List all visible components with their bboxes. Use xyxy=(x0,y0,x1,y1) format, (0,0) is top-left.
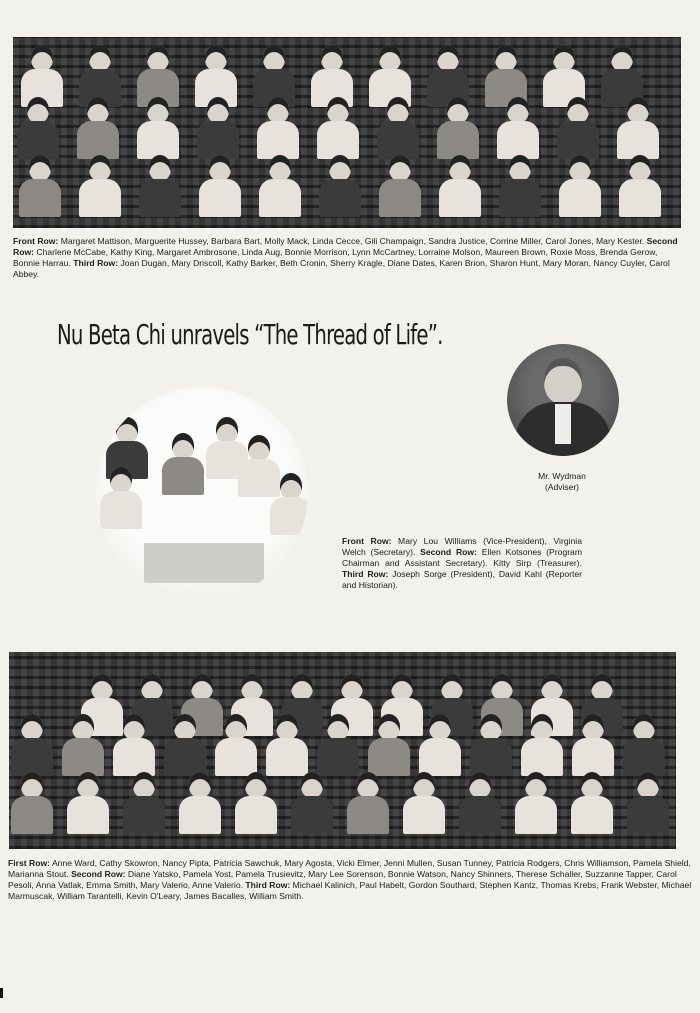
group-member-figure xyxy=(77,155,123,217)
bottom-third-row-label: Third Row: xyxy=(245,880,291,890)
group-member-figure xyxy=(468,714,514,776)
group-member-figure xyxy=(377,155,423,217)
group-member-figure xyxy=(366,714,412,776)
group-member-figure xyxy=(555,97,601,159)
group-member-figure xyxy=(315,97,361,159)
bottom-group-photo xyxy=(9,652,676,849)
group-member-figure xyxy=(137,155,183,217)
group-member-figure xyxy=(557,155,603,217)
group-member-figure xyxy=(9,772,55,834)
group-member-figure xyxy=(621,714,667,776)
officers-circle-photo xyxy=(96,387,308,599)
group-member-figure xyxy=(435,97,481,159)
officers-front-label: Front Row: xyxy=(342,536,392,546)
group-member-figure xyxy=(345,772,391,834)
group-member-figure xyxy=(315,714,361,776)
group-member-figure xyxy=(255,97,301,159)
group-member-figure xyxy=(233,772,279,834)
group-member-figure xyxy=(257,155,303,217)
officers-front-names: Mary Lou Williams (Vice-President), Virginia Welch (Secretary). xyxy=(342,536,582,557)
third-row-label: Third Row: xyxy=(73,258,119,268)
group-member-figure xyxy=(121,772,167,834)
group-member-figure xyxy=(570,714,616,776)
group-member-figure xyxy=(457,772,503,834)
group-member-figure xyxy=(401,772,447,834)
group-member-figure xyxy=(264,714,310,776)
officers-second-label: Second Row: xyxy=(420,547,477,557)
bottom-third-row-names: Michael Kalinich, Paul Habelt, Gordon Southard, Stephen Kantz, Thomas Krebs, Frank Webster, Michael Marmuscak, William Tarantelli, Kevin O'Leary, James Bacalles, William Smith. xyxy=(8,880,692,901)
adviser-caption xyxy=(520,471,604,493)
group-member-figure xyxy=(513,772,559,834)
bottom-photo-caption xyxy=(8,858,698,902)
adviser-role: (Adviser) xyxy=(544,482,579,492)
group-member-figure xyxy=(195,97,241,159)
bottom-second-row-label: Second Row: xyxy=(71,869,126,879)
group-member-figure xyxy=(75,97,121,159)
group-member-figure xyxy=(437,155,483,217)
officers-third-names: Joseph Sorge (President), David Kahl (Reporter and Historian). xyxy=(342,569,583,590)
group-member-figure xyxy=(417,714,463,776)
group-member-figure xyxy=(197,155,243,217)
first-row-names: Anne Ward, Cathy Skowron, Nancy Pipta, Patricia Sawchuk, Mary Agosta, Vicki Elmer, Jenni Mullen, Susan Tunney, Patricia Rodgers, Chris Williamson, Pamela Shield, Marianna Stout. xyxy=(8,858,691,879)
group-member-figure xyxy=(375,97,421,159)
adviser-name: Mr. Wydman xyxy=(538,471,586,481)
page-title: Nu Beta Chi unravels “The Thread of Life”. xyxy=(57,318,443,351)
officers-second-names: Ellen Kotsones (Program Chairman and Assistant Secretary). Kitty Sirp (Treasurer). xyxy=(342,547,582,568)
group-member-figure xyxy=(177,772,223,834)
group-member-figure xyxy=(15,97,61,159)
first-row-label: First Row: xyxy=(8,858,51,868)
group-member-figure xyxy=(135,97,181,159)
top-photo-caption xyxy=(13,236,683,280)
group-member-figure xyxy=(625,772,671,834)
third-row-names: Joan Dugan, Mary Driscoll, Kathy Barker, Beth Cronin, Sherry Kragle, Diane Dates, Karen Brion, Sharon Hunt, Mary Moran, Nancy Cuyler, Carol Abbey. xyxy=(13,258,670,279)
top-group-photo xyxy=(13,37,681,228)
officers-caption xyxy=(342,536,582,591)
front-row-label: Front Row: xyxy=(13,236,59,246)
group-member-figure xyxy=(213,714,259,776)
second-row-label: Second Row: xyxy=(13,236,678,257)
group-member-figure xyxy=(497,155,543,217)
group-member-figure xyxy=(317,155,363,217)
group-member-figure xyxy=(111,714,157,776)
officers-third-label: Third Row: xyxy=(342,569,389,579)
group-member-figure xyxy=(519,714,565,776)
page-edge-mark xyxy=(0,988,3,998)
group-member-figure xyxy=(60,714,106,776)
group-member-figure xyxy=(495,97,541,159)
group-member-figure xyxy=(617,155,663,217)
group-member-figure xyxy=(162,714,208,776)
front-row-names: Margaret Mattison, Marguerite Hussey, Barbara Bart, Molly Mack, Linda Cecce, Gili Champaign, Sandra Justice, Corrine Miller, Carol Jones, Mary Kester. xyxy=(60,236,645,246)
group-member-figure xyxy=(9,714,55,776)
group-member-figure xyxy=(289,772,335,834)
second-row-names: Charlene McCabe, Kathy King, Margaret Ambrosone, Linda Aug, Bonnie Morrison, Lynn McCartney, Lorraine Molson, Maureen Brown, Roxie Moss, Brenda Gerow, Bonnie Harrau. xyxy=(13,247,658,268)
group-member-figure xyxy=(65,772,111,834)
group-member-figure xyxy=(17,155,63,217)
bottom-second-row-names: Diane Yatsko, Pamela Yost, Pamela Trusievitz, Mary Lee Sorenson, Bonnie Watson, Nancy Shinners, Therese Schaller, Suzzanne Tapper, Carol Pesoli, Anna Vatlak, Emma Smith, Mary Valerio, Anne Valerio. xyxy=(8,869,677,890)
adviser-portrait xyxy=(507,344,619,456)
group-member-figure xyxy=(615,97,661,159)
group-member-figure xyxy=(569,772,615,834)
